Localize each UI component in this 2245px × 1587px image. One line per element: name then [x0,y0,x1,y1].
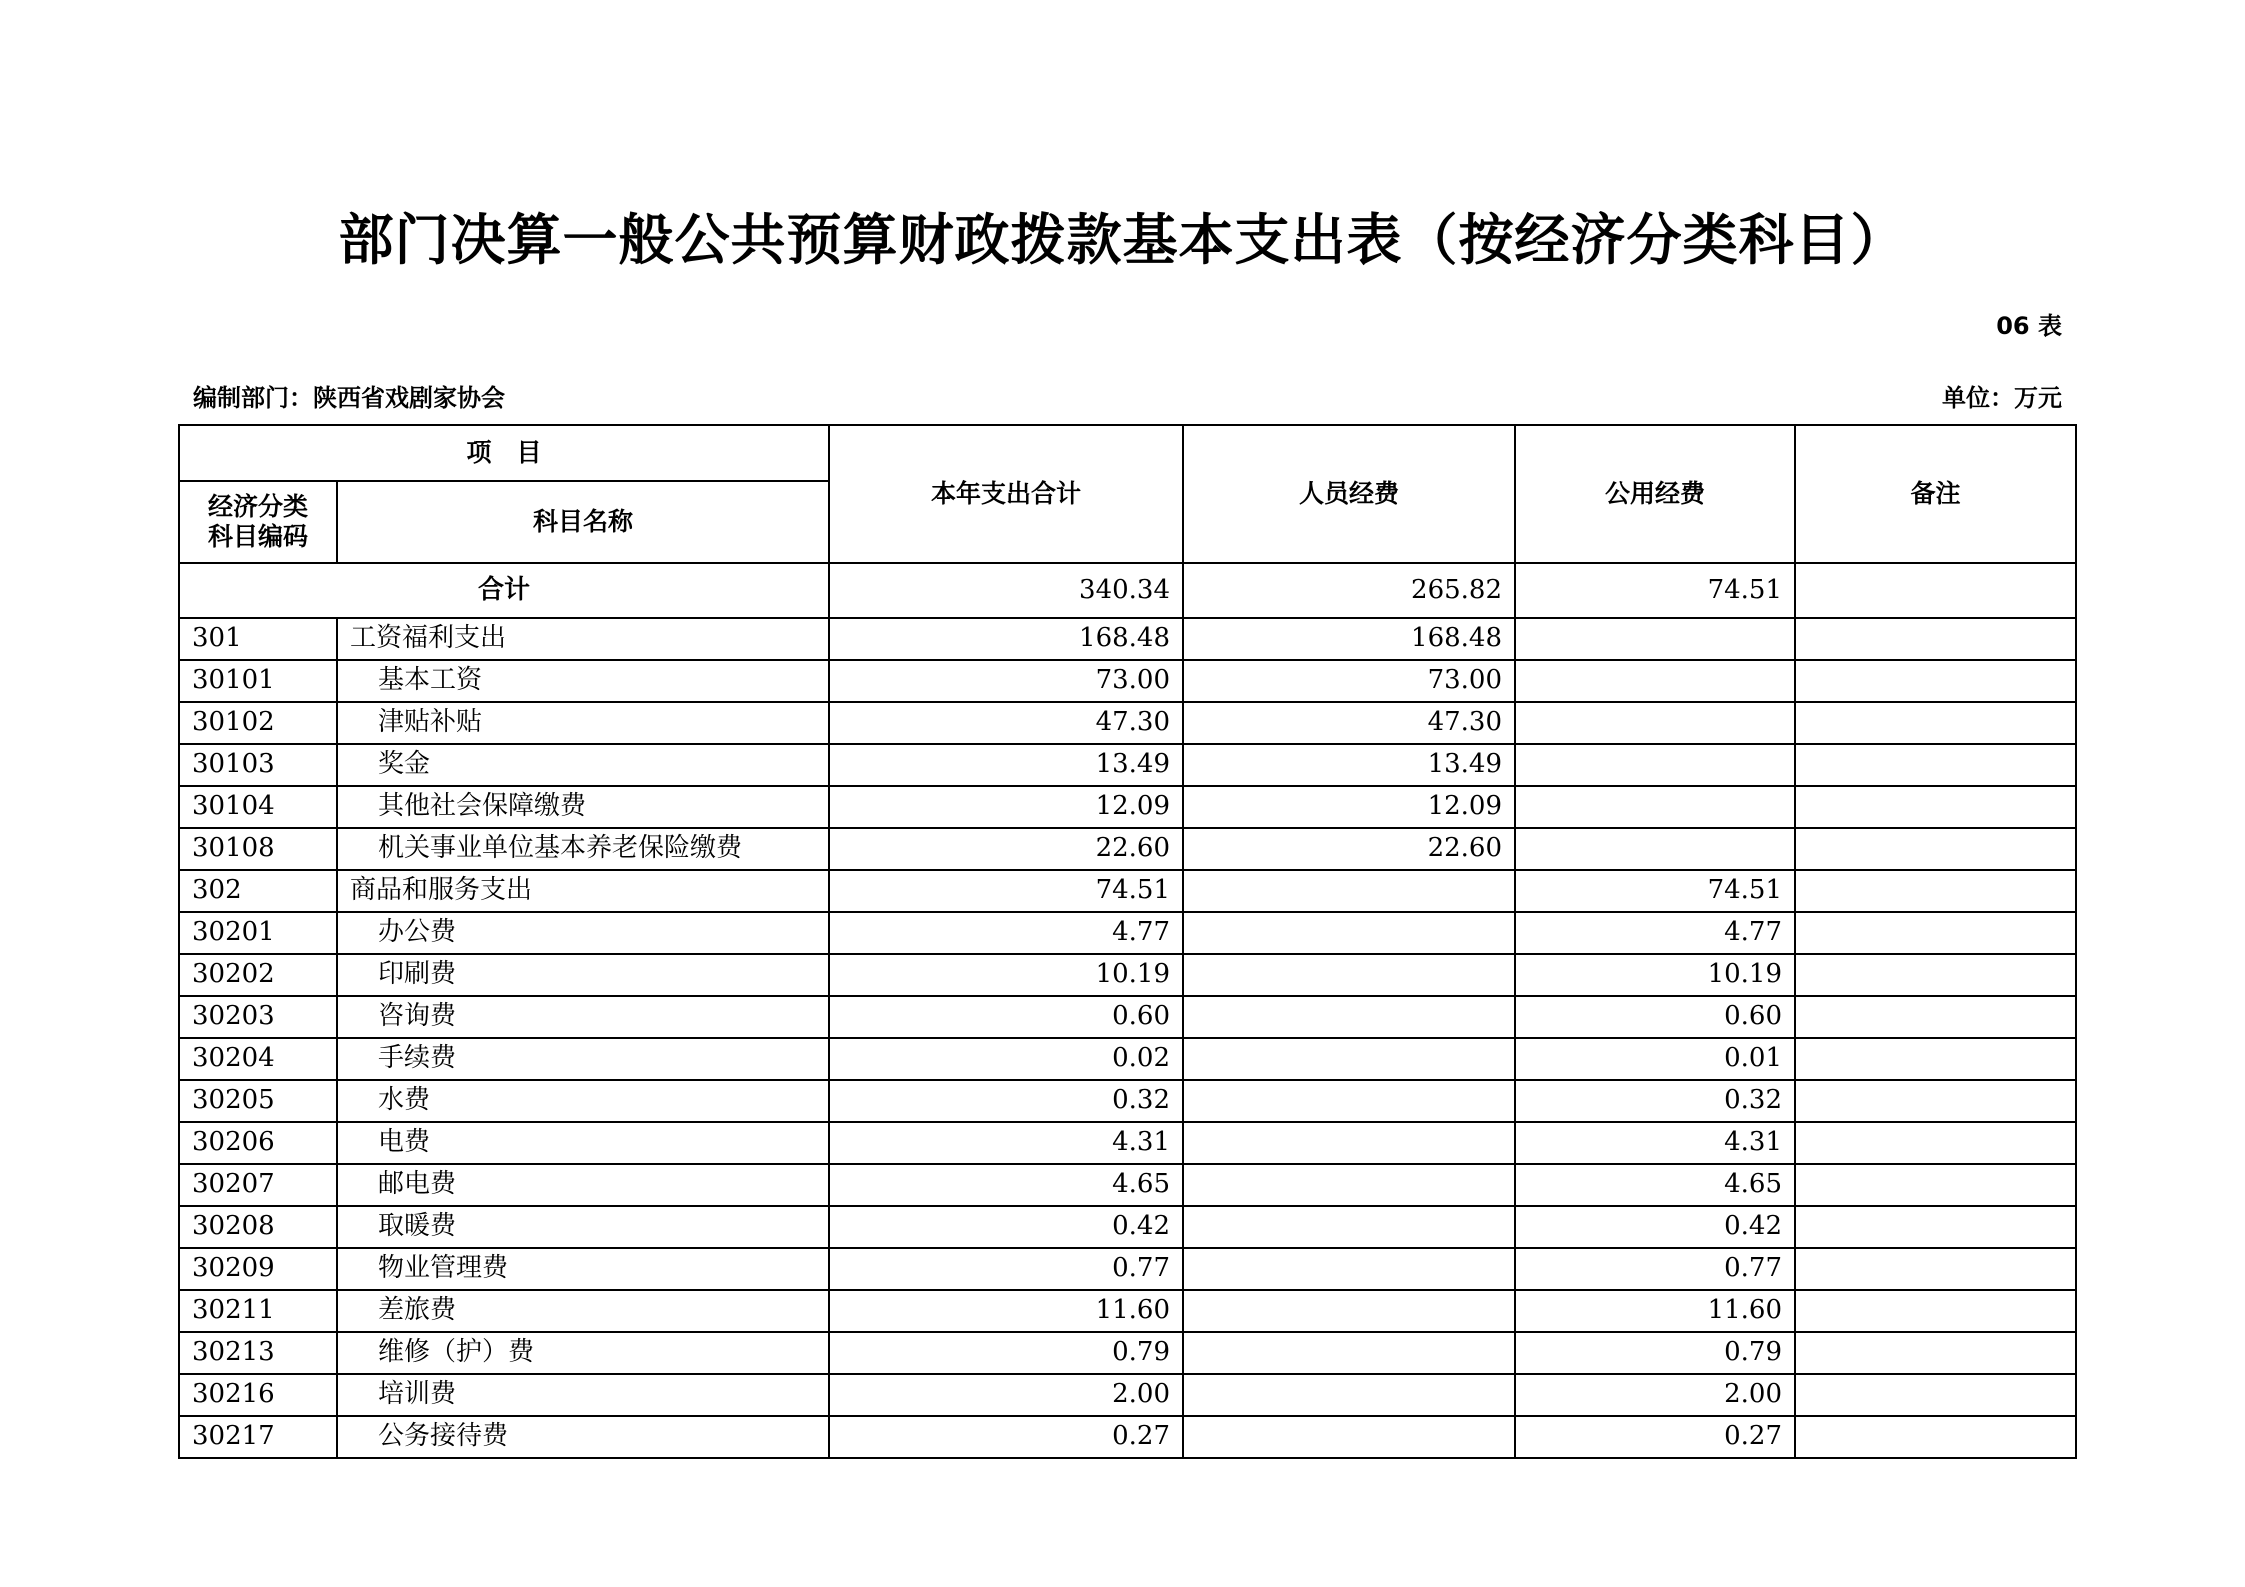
row-name: 津贴补贴 [337,702,829,744]
row-personnel [1183,1122,1515,1164]
header-public: 公用经费 [1515,425,1795,563]
row-public: 11.60 [1515,1290,1795,1332]
row-total: 4.65 [829,1164,1183,1206]
row-code: 30213 [179,1332,337,1374]
row-personnel [1183,1080,1515,1122]
table-row [179,1374,2076,1416]
table-row [179,828,2076,870]
row-total: 11.60 [829,1290,1183,1332]
row-total: 4.31 [829,1122,1183,1164]
row-remark [1795,1416,2076,1458]
row-remark [1795,744,2076,786]
row-remark [1795,1290,2076,1332]
row-code: 30103 [179,744,337,786]
row-name: 邮电费 [337,1164,829,1206]
row-code: 30203 [179,996,337,1038]
row-total: 73.00 [829,660,1183,702]
table-row [179,1416,2076,1458]
total-public: 74.51 [1515,563,1795,618]
row-public: 4.65 [1515,1164,1795,1206]
row-remark [1795,1248,2076,1290]
row-personnel [1183,870,1515,912]
row-remark [1795,786,2076,828]
row-name: 基本工资 [337,660,829,702]
table-row [179,870,2076,912]
row-public [1515,618,1795,660]
row-public: 4.77 [1515,912,1795,954]
table-row [179,954,2076,996]
row-public: 10.19 [1515,954,1795,996]
row-name: 咨询费 [337,996,829,1038]
table-row [179,660,2076,702]
row-personnel: 22.60 [1183,828,1515,870]
row-code: 30202 [179,954,337,996]
total-amount: 340.34 [829,563,1183,618]
header-personnel: 人员经费 [1183,425,1515,563]
row-personnel: 168.48 [1183,618,1515,660]
total-row [179,563,2076,618]
row-public: 0.79 [1515,1332,1795,1374]
row-remark [1795,828,2076,870]
row-remark [1795,1206,2076,1248]
row-public: 0.42 [1515,1206,1795,1248]
row-public [1515,786,1795,828]
row-public: 0.01 [1515,1038,1795,1080]
row-total: 0.77 [829,1248,1183,1290]
row-remark [1795,912,2076,954]
table-row [179,786,2076,828]
row-total: 0.27 [829,1416,1183,1458]
row-remark [1795,996,2076,1038]
row-total: 2.00 [829,1374,1183,1416]
row-name: 培训费 [337,1374,829,1416]
row-remark [1795,1332,2076,1374]
row-code: 30208 [179,1206,337,1248]
row-code: 30209 [179,1248,337,1290]
row-public [1515,660,1795,702]
row-name: 差旅费 [337,1290,829,1332]
table-row [179,702,2076,744]
row-remark [1795,660,2076,702]
row-remark [1795,1080,2076,1122]
row-code: 30205 [179,1080,337,1122]
header-total: 本年支出合计 [829,425,1183,563]
row-code: 30216 [179,1374,337,1416]
row-public: 2.00 [1515,1374,1795,1416]
row-total: 4.77 [829,912,1183,954]
row-name: 商品和服务支出 [337,870,829,912]
total-label: 合计 [179,563,829,618]
row-total: 0.32 [829,1080,1183,1122]
table-row [179,618,2076,660]
table-row [179,1290,2076,1332]
table-row [179,1206,2076,1248]
row-public: 0.60 [1515,996,1795,1038]
table-row [179,912,2076,954]
row-public: 0.27 [1515,1416,1795,1458]
row-code: 30201 [179,912,337,954]
row-total: 22.60 [829,828,1183,870]
row-name: 维修（护）费 [337,1332,829,1374]
row-total: 47.30 [829,702,1183,744]
row-code: 301 [179,618,337,660]
row-public: 74.51 [1515,870,1795,912]
row-personnel [1183,1290,1515,1332]
row-code: 30204 [179,1038,337,1080]
row-code: 302 [179,870,337,912]
row-code: 30206 [179,1122,337,1164]
row-public [1515,702,1795,744]
row-public: 4.31 [1515,1122,1795,1164]
row-name: 奖金 [337,744,829,786]
row-code: 30104 [179,786,337,828]
unit-label: 单位：万元 [1942,384,2062,412]
row-name: 印刷费 [337,954,829,996]
table-row [179,996,2076,1038]
row-public [1515,744,1795,786]
row-name: 其他社会保障缴费 [337,786,829,828]
row-personnel [1183,954,1515,996]
row-code: 30211 [179,1290,337,1332]
row-personnel [1183,1206,1515,1248]
row-name: 机关事业单位基本养老保险缴费 [337,828,829,870]
row-name: 水费 [337,1080,829,1122]
row-personnel: 13.49 [1183,744,1515,786]
table-row [179,1248,2076,1290]
row-remark [1795,1164,2076,1206]
row-name: 公务接待费 [337,1416,829,1458]
row-personnel [1183,1374,1515,1416]
table-row [179,1332,2076,1374]
row-remark [1795,870,2076,912]
row-total: 0.79 [829,1332,1183,1374]
row-remark [1795,1122,2076,1164]
row-personnel [1183,912,1515,954]
header-name: 科目名称 [337,481,829,563]
row-personnel [1183,1164,1515,1206]
page-title: 部门决算一般公共预算财政拨款基本支出表（按经济分类科目） [338,208,1907,272]
row-personnel [1183,1416,1515,1458]
row-code: 30102 [179,702,337,744]
form-number: 06 表 [1996,312,2062,340]
row-name: 电费 [337,1122,829,1164]
row-remark [1795,1374,2076,1416]
row-public: 0.32 [1515,1080,1795,1122]
total-personnel: 265.82 [1183,563,1515,618]
row-name: 取暖费 [337,1206,829,1248]
row-remark [1795,702,2076,744]
row-personnel [1183,996,1515,1038]
row-name: 办公费 [337,912,829,954]
row-name: 工资福利支出 [337,618,829,660]
table-row [179,1080,2076,1122]
header-code: 经济分类科目编码 [179,481,337,563]
table-row [179,1164,2076,1206]
row-total: 12.09 [829,786,1183,828]
row-personnel: 73.00 [1183,660,1515,702]
row-remark [1795,954,2076,996]
row-public: 0.77 [1515,1248,1795,1290]
row-remark [1795,1038,2076,1080]
row-total: 0.42 [829,1206,1183,1248]
table-row [179,1122,2076,1164]
table-row [179,744,2076,786]
row-personnel [1183,1248,1515,1290]
row-remark [1795,618,2076,660]
table-row [179,1038,2076,1080]
row-code: 30217 [179,1416,337,1458]
row-code: 30207 [179,1164,337,1206]
row-personnel: 47.30 [1183,702,1515,744]
expenditure-table [178,424,2077,1459]
total-remark [1795,563,2076,618]
row-personnel [1183,1038,1515,1080]
row-code: 30108 [179,828,337,870]
row-total: 10.19 [829,954,1183,996]
row-total: 13.49 [829,744,1183,786]
row-personnel: 12.09 [1183,786,1515,828]
row-total: 0.02 [829,1038,1183,1080]
row-name: 手续费 [337,1038,829,1080]
header-project: 项 目 [179,425,829,481]
row-personnel [1183,1332,1515,1374]
row-name: 物业管理费 [337,1248,829,1290]
row-public [1515,828,1795,870]
header-remark: 备注 [1795,425,2076,563]
row-total: 168.48 [829,618,1183,660]
row-total: 0.60 [829,996,1183,1038]
row-total: 74.51 [829,870,1183,912]
row-code: 30101 [179,660,337,702]
compiling-department: 编制部门：陕西省戏剧家协会 [193,384,505,412]
